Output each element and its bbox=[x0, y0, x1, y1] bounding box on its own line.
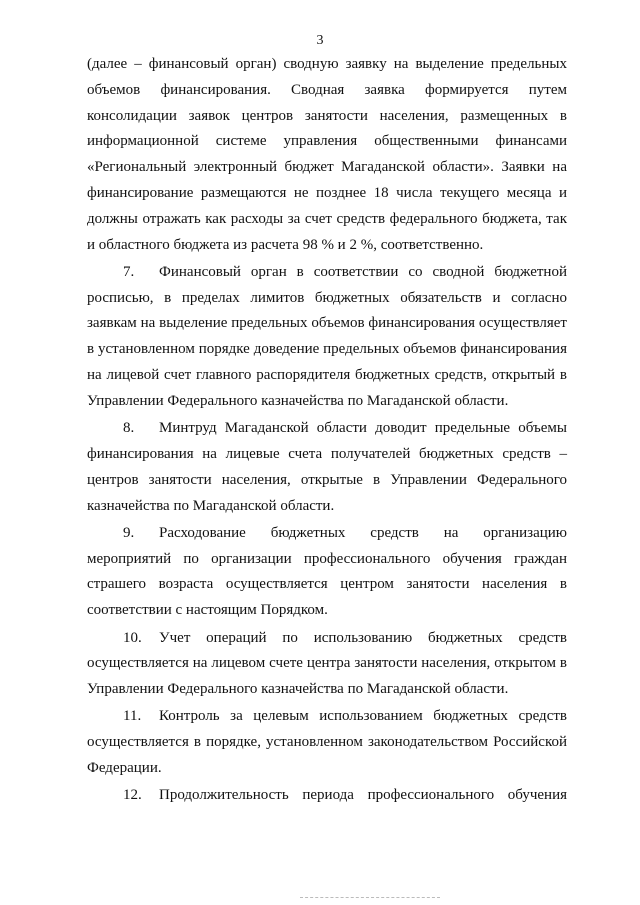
paragraph-text: Финансовый орган в соответствии со сводной бюджетной росписью, в пределах лимитов бюджетных обязательств и согласно заявкам на выделение предельных объемов финансирования осуществляет в установленном порядке доведение предельных объемов финансирования на лицевой счет главного распорядителя бюджетных средств, открытый в Управлении Федерального казначейства по Магаданской области. bbox=[87, 263, 567, 409]
paragraph-item-11 bbox=[87, 704, 567, 781]
scan-artifact-line bbox=[300, 897, 440, 899]
paragraph-number: 10. bbox=[123, 629, 142, 646]
paragraph-item-10 bbox=[87, 626, 567, 703]
paragraph-item-7 bbox=[87, 260, 567, 415]
paragraph-number: 8. bbox=[123, 420, 135, 437]
paragraph-text: (далее – финансовый орган) сводную заявку на выделение предельных объемов финансирования. Сводная заявка формируется путем консолидации заявок центров занятости населения, размещенных в информационной системе управления общественными финансами «Региональный электронный бюджет Магаданской области». Заявки на финансирование размещаются не позднее 18 числа текущего месяца и должны отражать как расходы за счет средств федерального бюджета, так и областного бюджета из расчета 98 % и 2 %, соответственно. bbox=[87, 56, 567, 253]
paragraph-text: Минтруд Магаданской области доводит предельные объемы финансирования на лицевые счета получателей бюджетных средств – центров занятости населения, открытые в Управлении Федерального казначейства по Магаданской области. bbox=[87, 420, 567, 514]
document-body bbox=[87, 52, 567, 809]
paragraph-item-8 bbox=[87, 416, 567, 519]
paragraph-number: 11. bbox=[123, 708, 142, 725]
paragraph-text: Продолжительность периода профессионального обучения bbox=[159, 787, 567, 804]
paragraph-text: Контроль за целевым использованием бюджетных средств осуществляется в порядке, установленном законодательством Российской Федерации. bbox=[87, 708, 567, 777]
paragraph-number: 9. bbox=[123, 524, 135, 541]
paragraph-item-9 bbox=[87, 521, 567, 624]
paragraph-text: Учет операций по использованию бюджетных средств осуществляется на лицевом счете центра занятости населения, открытом в Управлении Федерального казначейства по Магаданской области. bbox=[87, 629, 567, 698]
paragraph-text: Расходование бюджетных средств на организацию мероприятий по организации профессионального обучения граждан страшего возраста осуществляется центром занятости населения в соответствии с настоящим Порядком. bbox=[87, 524, 567, 619]
paragraph-item-12 bbox=[87, 783, 567, 809]
page-number: 3 bbox=[316, 33, 324, 48]
paragraph-number: 7. bbox=[123, 263, 135, 280]
paragraph-continuation bbox=[87, 52, 567, 258]
paragraph-number: 12. bbox=[123, 787, 142, 804]
